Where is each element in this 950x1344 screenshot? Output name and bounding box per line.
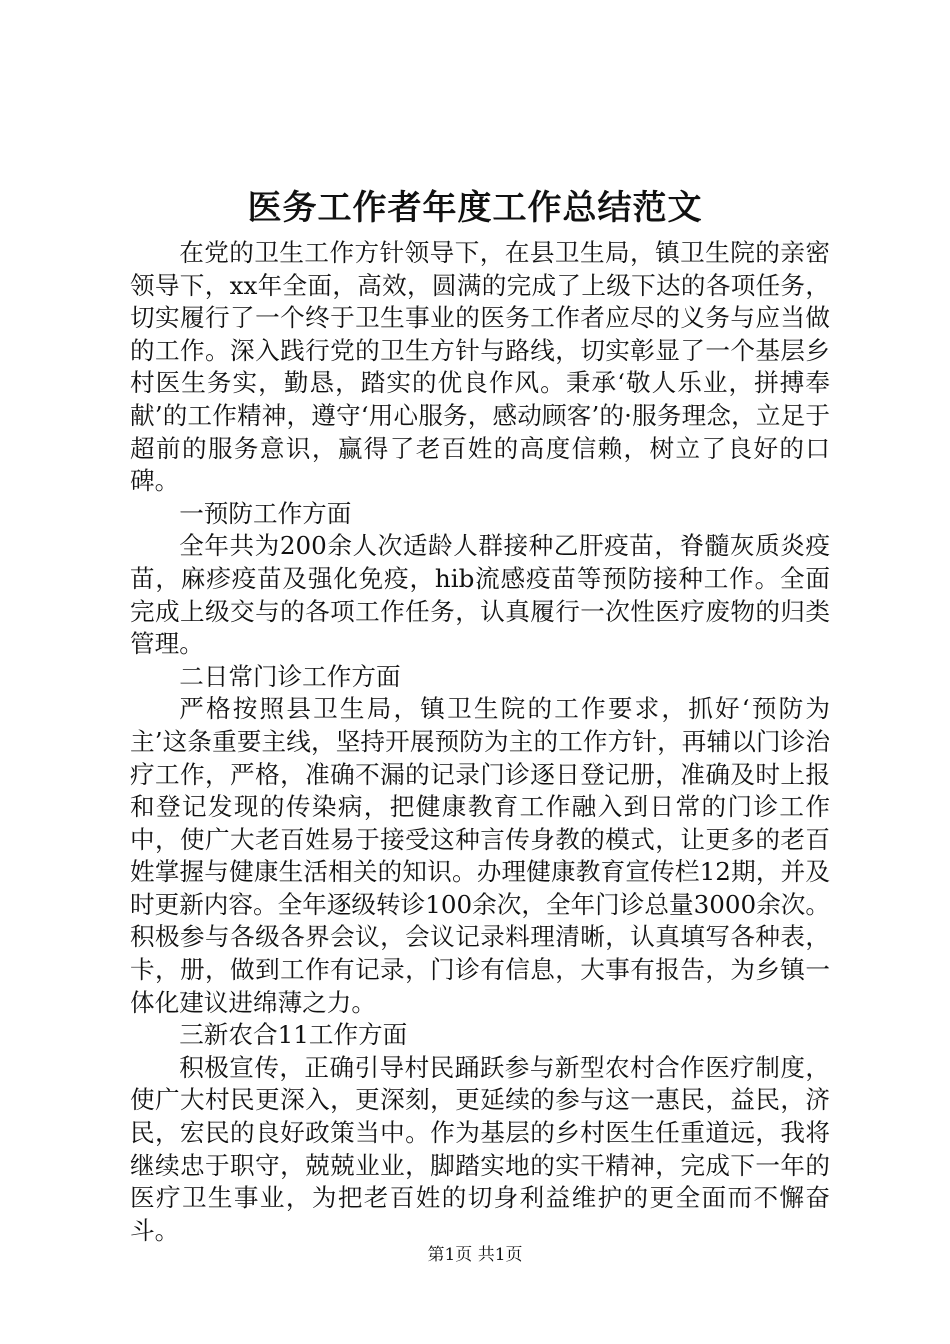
document-body bbox=[130, 237, 830, 1247]
section-heading-prevention: 一预防工作方面 bbox=[179, 498, 352, 528]
paragraph-prevention: 全年共为200余人次适龄人群接种乙肝疫苗，脊髓灰质炎疫苗，麻疹疫苗及强化免疫，hib流感疫苗等预防接种工作。全面完成上级交与的各项工作任务，认真履行一次性医疗废物的归类管理。 bbox=[130, 531, 830, 659]
page-footer: 第1页 共1页 bbox=[427, 1245, 523, 1265]
paragraph-intro: 在党的卫生工作方针领导下，在县卫生局，镇卫生院的亲密领导下，xx年全面，高效，圆满的完成了上级下达的各项任务，切实履行了一个终于卫生事业的医务工作者应尽的义务与应当做的工作。深入践行党的卫生方针与路线，切实彰显了一个基层乡村医生务实，勤恳，踏实的优良作风。秉承‘敬人乐业，拼搏奉献’的工作精神，遵守‘用心服务，感动顾客’的·服务理念，立足于超前的服务意识，赢得了老百姓的高度信赖，树立了良好的口碑。 bbox=[130, 238, 830, 496]
paragraph-outpatient: 严格按照县卫生局，镇卫生院的工作要求，抓好‘预防为主’这条重要主线，坚持开展预防为主的工作方针，再辅以门诊治疗工作，严格，准确不漏的记录门诊逐日登记册，准确及时上报和登记发现的传染病，把健康教育工作融入到日常的门诊工作中，使广大老百姓易于接受这种言传身教的模式，让更多的老百姓掌握与健康生活相关的知识。办理健康教育宣传栏12期，并及时更新内容。全年逐级转诊100余次，全年门诊总量3000余次。积极参与各级各界会议，会议记录料理清晰，认真填写各种表，卡，册，做到工作有记录，门诊有信息，大事有报告，为乡镇一体化建议进绵薄之力。 bbox=[130, 694, 830, 1017]
section-heading-rural-cooperative: 三新农合11工作方面 bbox=[179, 1020, 408, 1050]
section-heading-outpatient: 二日常门诊工作方面 bbox=[179, 661, 401, 691]
document-title: 医务工作者年度工作总结范文 bbox=[247, 188, 703, 228]
paragraph-rural-cooperative: 积极宣传，正确引导村民踊跃参与新型农村合作医疗制度，使广大村民更深入，更深刻，更延续的参与这一惠民，益民，济民，宏民的良好政策当中。作为基层的乡村医生任重道远，我将继续忠于职守，兢兢业业，脚踏实地的实干精神，完成下一年的医疗卫生事业，为把老百姓的切身利益维护的更全面而不懈奋斗。 bbox=[130, 1052, 830, 1245]
